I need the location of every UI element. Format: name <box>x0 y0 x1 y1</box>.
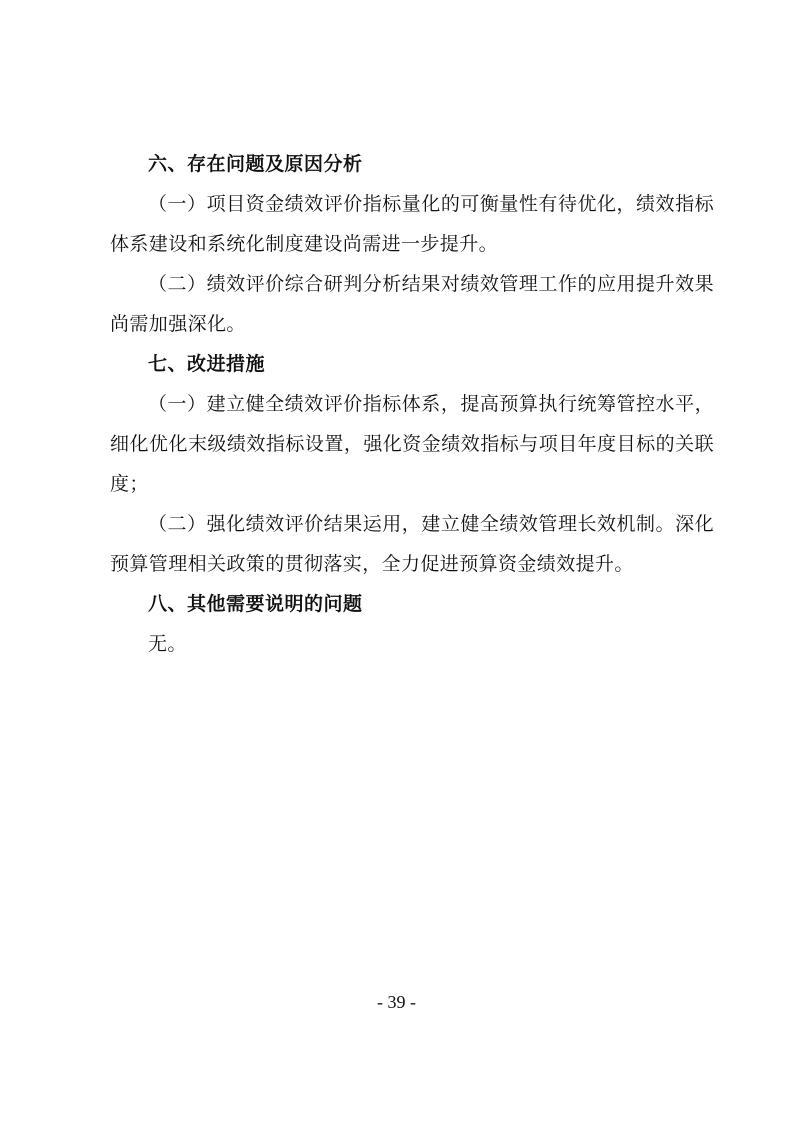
page-number: - 39 - <box>377 992 416 1012</box>
section-eight-paragraph-1: 无。 <box>148 633 187 655</box>
section-six-paragraph-1: （一）项目资金绩效评价指标量化的可衡量性有待优化，绩效指标体系建设和系统化制度建设尚需进一步提升。 <box>110 193 714 255</box>
section-seven-paragraph-1: （一）建立健全绩效评价指标体系，提高预算执行统筹管控水平，细化优化末级绩效指标设置，强化资金绩效指标与项目年度目标的关联度； <box>110 393 714 495</box>
section-heading-eight: 八、其他需要说明的问题 <box>148 593 363 615</box>
section-six-paragraph-2: （二）绩效评价综合研判分析结果对绩效管理工作的应用提升效果尚需加强深化。 <box>110 273 714 335</box>
page-body <box>110 144 714 664</box>
section-heading-six: 六、存在问题及原因分析 <box>148 153 363 175</box>
section-seven-paragraph-2: （二）强化绩效评价结果运用，建立健全绩效管理长效机制。深化预算管理相关政策的贯彻落实，全力促进预算资金绩效提升。 <box>110 513 714 575</box>
section-heading-seven: 七、改进措施 <box>148 353 266 375</box>
